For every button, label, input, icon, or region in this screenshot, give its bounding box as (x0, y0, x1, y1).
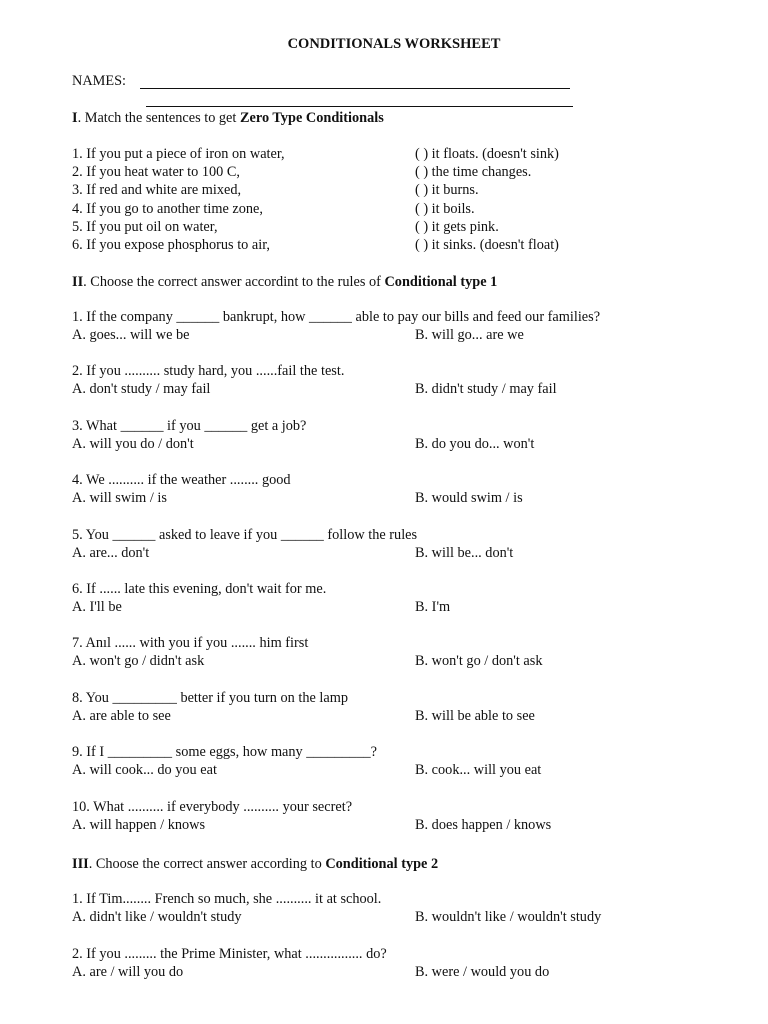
question-text: 7. Anıl ...... with you if you ....... him first (72, 635, 309, 652)
answer-option-a[interactable]: A. won't go / didn't ask (72, 653, 205, 670)
match-item-right[interactable]: ( ) it gets pink. (415, 218, 499, 235)
question-text: 8. You _________ better if you turn on the lamp (72, 689, 348, 706)
answer-option-b[interactable]: B. were / would you do (415, 963, 550, 980)
match-item-left: 4. If you go to another time zone, (72, 200, 263, 217)
answer-option-b[interactable]: B. cook... will you eat (415, 762, 542, 779)
answer-option-b[interactable]: B. will go... are we (415, 327, 524, 343)
names-line-2[interactable] (146, 106, 573, 107)
question-text: 5. You ______ asked to leave if you ______ follow the rules (72, 526, 418, 543)
question-text: 2. If you .......... study hard, you ......fail the test. (72, 363, 345, 380)
section-3-instruction: . Choose the correct answer according to (88, 856, 326, 872)
answer-option-b[interactable]: B. I'm (415, 599, 451, 615)
names-line-1[interactable] (140, 88, 570, 89)
section-1-number: I (72, 110, 78, 126)
section-1-instruction: . Match the sentences to get (77, 110, 240, 126)
answer-option-a[interactable]: A. will happen / knows (72, 816, 206, 833)
match-item-right[interactable]: ( ) the time changes. (415, 164, 532, 181)
answer-option-b[interactable]: B. will be... don't (415, 544, 514, 561)
answer-option-a[interactable]: A. are able to see (72, 707, 171, 724)
answer-option-a[interactable]: A. are / will you do (72, 963, 184, 980)
answer-option-a[interactable]: A. will you do / don't (72, 435, 194, 452)
section-2-heading (72, 273, 497, 291)
match-item-right[interactable]: ( ) it boils. (415, 200, 475, 217)
answer-option-a[interactable]: A. will swim / is (72, 490, 167, 507)
question-text: 4. We .......... if the weather ........ good (72, 472, 291, 489)
answer-option-a[interactable]: A. are... don't (72, 544, 150, 561)
answer-option-b[interactable]: B. won't go / don't ask (415, 653, 543, 670)
match-item-left: 3. If red and white are mixed, (72, 182, 242, 199)
section-2-instruction: . Choose the correct answer accordint to the rules of (83, 274, 385, 290)
answer-option-a[interactable]: A. goes... will we be (72, 327, 190, 343)
question-text: 1. If the company ______ bankrupt, how ______ able to pay our bills and feed our families? (72, 309, 601, 325)
section-3-heading (72, 855, 438, 873)
section-1-heading (72, 109, 384, 127)
question-text: 9. If I _________ some eggs, how many _________? (72, 744, 377, 761)
match-item-right[interactable]: ( ) it burns. (415, 182, 479, 199)
section-2-number: II (72, 274, 84, 290)
answer-option-a[interactable]: A. didn't like / wouldn't study (72, 909, 242, 925)
question-text: 2. If you ......... the Prime Minister, what ................ do? (72, 945, 387, 962)
section-3-emphasis: Conditional type 2 (325, 856, 439, 872)
section-1-emphasis: Zero Type Conditionals (239, 110, 384, 126)
match-item-right[interactable]: ( ) it floats. (doesn't sink) (415, 146, 559, 162)
answer-option-a[interactable]: A. I'll be (72, 599, 122, 615)
answer-option-b[interactable]: B. would swim / is (415, 490, 523, 507)
names-label: NAMES: (72, 73, 127, 89)
answer-option-b[interactable]: B. does happen / knows (415, 816, 552, 833)
question-text: 6. If ...... late this evening, don't wait for me. (72, 581, 327, 597)
question-text: 10. What .......... if everybody .......... your secret? (72, 798, 353, 815)
answer-option-b[interactable]: B. will be able to see (415, 707, 535, 724)
page-title: CONDITIONALS WORKSHEET (287, 36, 501, 52)
match-item-right[interactable]: ( ) it sinks. (doesn't float) (415, 237, 559, 253)
answer-option-b[interactable]: B. wouldn't like / wouldn't study (415, 909, 602, 925)
question-text: 3. What ______ if you ______ get a job? (72, 417, 307, 434)
match-item-left: 2. If you heat water to 100 C, (72, 164, 240, 181)
match-item-left: 5. If you put oil on water, (72, 218, 218, 235)
answer-option-b[interactable]: B. didn't study / may fail (415, 381, 557, 398)
answer-option-b[interactable]: B. do you do... won't (415, 435, 535, 452)
question-text: 1. If Tim........ French so much, she .......... it at school. (72, 891, 382, 907)
section-2-emphasis: Conditional type 1 (384, 274, 498, 290)
answer-option-a[interactable]: A. will cook... do you eat (72, 762, 217, 779)
section-3-number: III (72, 856, 89, 872)
match-item-left: 1. If you put a piece of iron on water, (72, 146, 285, 162)
match-item-left: 6. If you expose phosphorus to air, (72, 237, 270, 253)
answer-option-a[interactable]: A. don't study / may fail (72, 381, 211, 398)
